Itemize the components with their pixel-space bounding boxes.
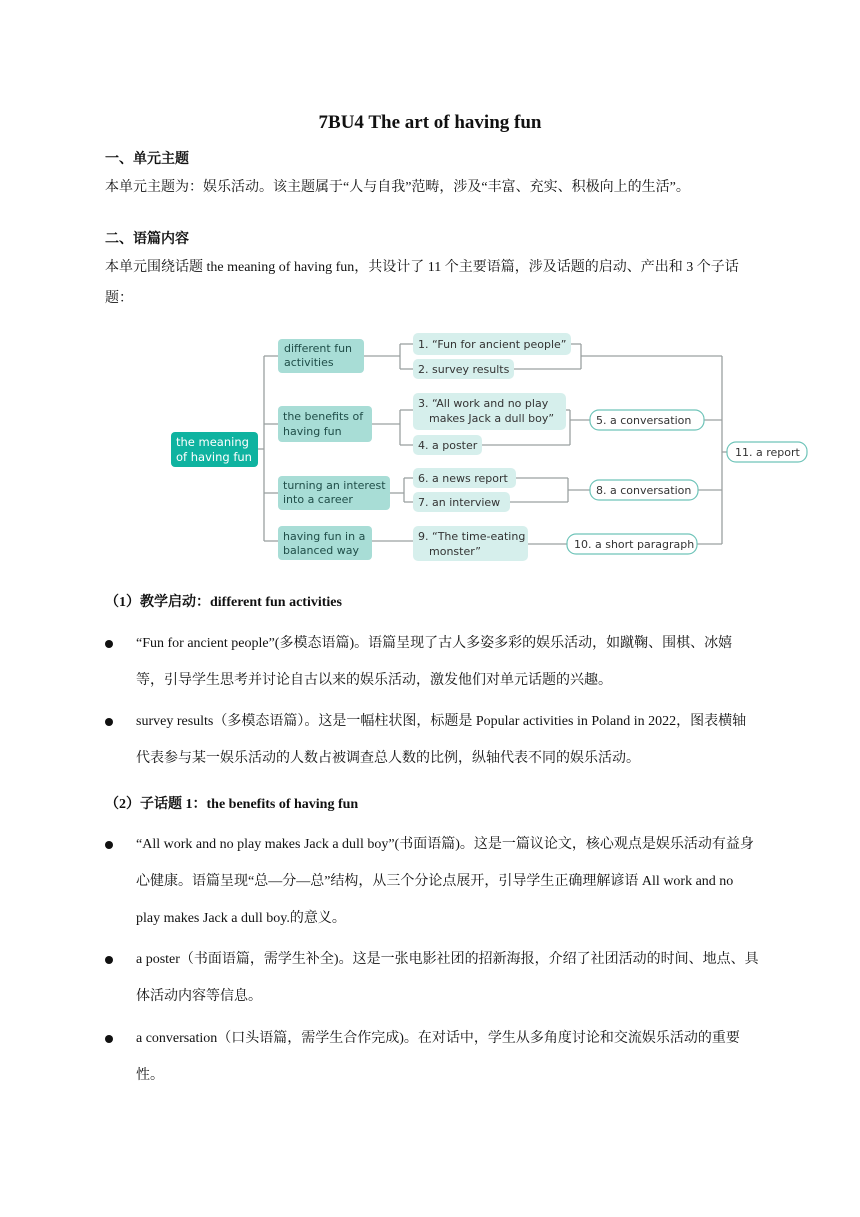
section-2-heading: 二、语篇内容 (105, 232, 189, 247)
svg-text:7. an interview (418, 496, 500, 509)
subtopic-label-line: activities (284, 356, 334, 369)
output-node-label: 5. a conversation (596, 414, 692, 427)
section-1-heading: 一、单元主题 (105, 152, 189, 167)
root-label-line: of having fun (176, 450, 252, 464)
subtopic-label-line: the benefits of (283, 410, 364, 423)
output-node-label: 11. a report (735, 446, 800, 459)
svg-text:8. a conversation (596, 484, 691, 497)
page-title: 7BU4 The art of having fun (318, 112, 542, 133)
text-node-label: 9. “The time-eating (418, 530, 526, 543)
bullet-text: a conversation（口头语篇，需学生合作完成)。在对话中，学生从多角度讨论和交流娱乐活动的重要性。 (136, 1031, 740, 1083)
output-node-label: 8. a conversation (596, 484, 692, 497)
section-2-text: 本单元围绕话题 the meaning of having fun，共设计了 11 个主要语篇，涉及话题的启动、产出和 3 个子话题： (105, 260, 739, 306)
part-2-heading-topic: the benefits of having fun (206, 797, 359, 812)
section-1-text: 本单元主题为：娱乐活动。该主题属于“人与自我”范畴，涉及“丰富、充实、积极向上的生活”。 (105, 180, 690, 195)
subtopic-label-line: having fun (283, 425, 342, 438)
svg-text:11. a report (735, 446, 801, 459)
bullet-dot-icon (105, 718, 113, 726)
bullet-item (105, 826, 760, 937)
bullet-text: a poster（书面语篇，需学生补全)。这是一张电影社团的招新海报，介绍了社团活动的时间、地点、具体活动内容等信息。 (136, 952, 759, 1004)
subtopic-label-line: into a career (283, 493, 353, 506)
bullet-text: “All work and no play makes Jack a dull boy”(书面语篇)。这是一篇议论文，核心观点是娱乐活动有益身心健康。语篇呈现“总—分—总”结构，从三个分论点展开，引导学生正确理解谚语 All work and no play makes Jack a dull boy.的意义。 (136, 837, 754, 926)
svg-text:1. “Fun for ancient people” (418, 338, 567, 351)
bullet-item (105, 941, 760, 1015)
text-node-label: 6. a news report (418, 472, 508, 485)
bullet-text: survey results（多模态语篇）。这是一幅柱状图，标题是 Popular activities in Poland in 2022，图表横轴代表参与某一娱乐活动的人数占被调查总人数的比例，纵轴代表不同的娱乐活动。 (136, 714, 747, 766)
subtopic-label-line: different fun (284, 342, 353, 355)
text-node-label: 4. a poster (418, 439, 478, 452)
text-node-label: monster” (429, 545, 481, 558)
svg-text:the meaning of having fun (176, 435, 253, 464)
svg-text:5. a conversation (596, 414, 691, 427)
part-1-heading (105, 591, 342, 611)
root-label-line: the meaning (176, 435, 249, 449)
bullet-item (105, 703, 760, 777)
bullet-dot-icon (105, 841, 113, 849)
part-1-heading-topic: different fun activities (210, 595, 342, 610)
subtopic-label-line: turning an interest (283, 479, 386, 492)
svg-text:10. a short paragraph (574, 538, 694, 551)
bullet-dot-icon (105, 640, 113, 648)
bullet-dot-icon (105, 956, 113, 964)
bullet-item (105, 1020, 760, 1094)
svg-text:6. a news report (418, 472, 508, 485)
subtopic-label-line: having fun in a (283, 530, 366, 543)
part-2-heading-prefix: （2）子话题 1： (105, 797, 207, 812)
subtopic-label-line: balanced way (283, 544, 360, 557)
text-node-label: 2. survey results (418, 363, 510, 376)
bullet-text: “Fun for ancient people”(多模态语篇)。语篇呈现了古人多姿多彩的娱乐活动，如蹴鞠、围棋、冰嬉等，引导学生思考并讨论自古以来的娱乐活动，激发他们对单元话题的兴趣。 (136, 636, 733, 688)
svg-text:2. survey results (418, 363, 510, 376)
bullet-item (105, 625, 760, 699)
part-2-heading (105, 793, 358, 813)
text-node-label: makes Jack a dull boy” (429, 412, 555, 425)
text-node-label: 1. “Fun for ancient people” (418, 338, 567, 351)
output-node-label: 10. a short paragraph (574, 538, 695, 551)
part-1-heading-prefix: （1）教学启动： (105, 595, 210, 610)
text-node-label: 7. an interview (418, 496, 501, 509)
bullet-dot-icon (105, 1035, 113, 1043)
svg-text:4. a poster (418, 439, 478, 452)
text-node-label: 3. “All work and no play (418, 397, 549, 410)
svg-text:having fun in a balanced w (283, 530, 369, 557)
